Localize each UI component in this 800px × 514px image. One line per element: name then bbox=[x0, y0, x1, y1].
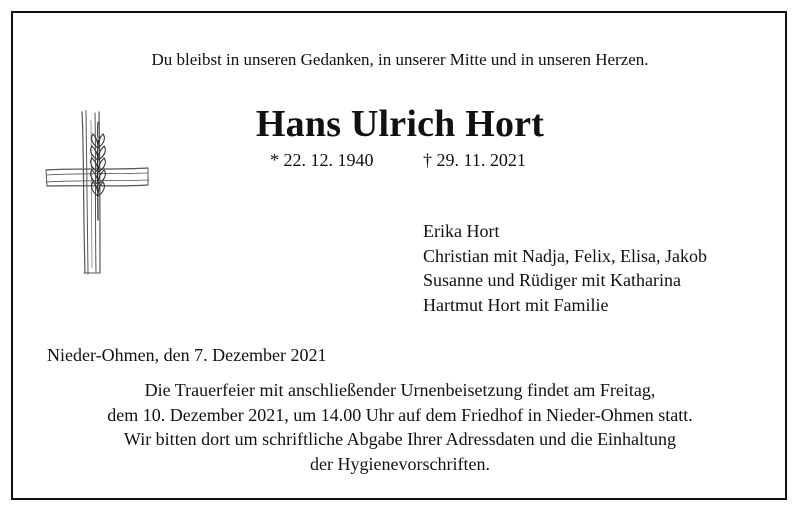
funeral-line: der Hygienevorschriften. bbox=[310, 453, 490, 474]
quote: Du bleibst in unseren Gedanken, in unserer Mitte und in unseren Herzen. bbox=[151, 50, 649, 69]
cross-with-wheat-icon bbox=[40, 110, 152, 275]
birth-date: * 22. 12. 1940 bbox=[270, 150, 374, 170]
mourners-list bbox=[423, 219, 707, 317]
mourner-line: Hartmut Hort mit Familie bbox=[423, 294, 609, 315]
place-date: Nieder-Ohmen, den 7. Dezember 2021 bbox=[47, 345, 327, 365]
funeral-line: Wir bitten dort um schriftliche Abgabe Ihrer Adressdaten und die Einhaltung bbox=[123, 429, 677, 449]
mourner-line: Susanne und Rüdiger mit Katharina bbox=[423, 270, 681, 290]
funeral-details bbox=[0, 378, 800, 476]
funeral-line: dem 10. Dezember 2021, um 14.00 Uhr auf dem Friedhof in Nieder-Ohmen statt. bbox=[107, 404, 693, 425]
mourner-line: Erika Hort bbox=[423, 221, 500, 241]
funeral-line: Die Trauerfeier mit anschließender Urnenbeisetzung findet am Freitag, bbox=[144, 380, 656, 400]
death-date: † 29. 11. 2021 bbox=[423, 150, 526, 170]
deceased-name: Hans Ulrich Hort bbox=[255, 103, 545, 145]
mourner-line: Christian mit Nadja, Felix, Elisa, Jakob bbox=[423, 245, 707, 266]
